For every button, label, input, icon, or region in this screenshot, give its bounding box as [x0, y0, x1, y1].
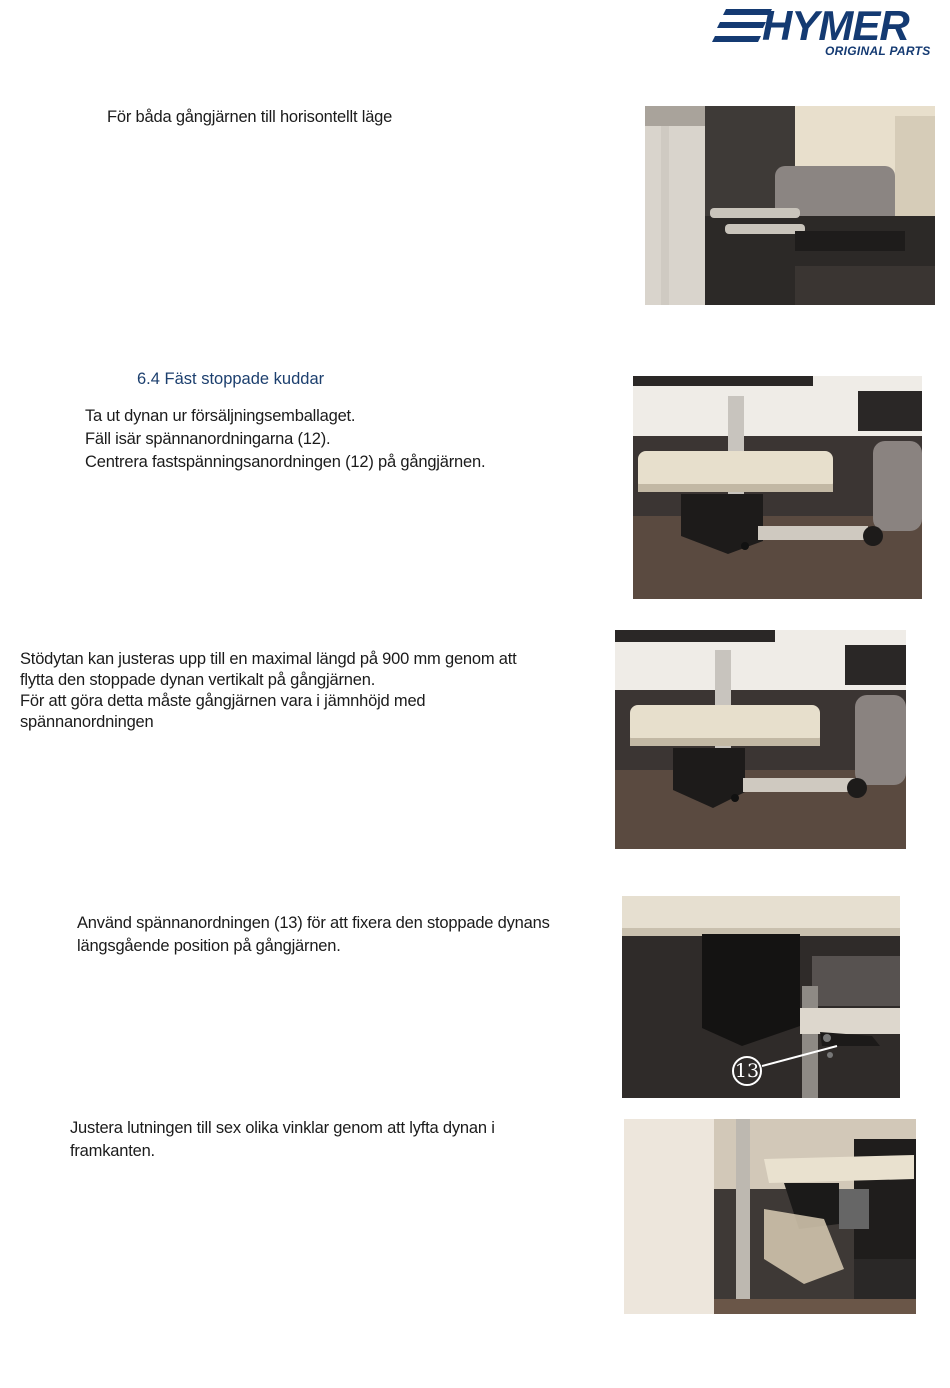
photo-clamp-detail: [622, 896, 900, 1098]
logo-subtitle: ORIGINAL PARTS: [825, 44, 931, 58]
section1-text: För båda gångjärnen till horisontellt läge: [107, 108, 393, 126]
section3-line-2: flytta den stoppade dynan vertikalt på gångjärnen.: [20, 671, 376, 689]
section-heading: 6.4 Fäst stoppade kuddar: [137, 370, 325, 388]
section2-line-1: Ta ut dynan ur försäljningsemballaget.: [85, 407, 356, 425]
section5-line-1: Justera lutningen till sex olika vinklar genom att lyfta dynan i: [70, 1119, 495, 1137]
section4-line-2: längsgående position på gångjärnen.: [77, 937, 341, 955]
section2-line-2: Fäll isär spännanordningarna (12).: [85, 430, 331, 448]
section3-line-3: För att göra detta måste gångjärnen vara i jämnhöjd med: [20, 692, 426, 710]
photo-cushion-mounted: [633, 376, 922, 599]
callout-13: 13: [732, 1056, 762, 1086]
photo-cushion-angle: [624, 1119, 916, 1314]
section3-line-1: Stödytan kan justeras upp till en maximal längd på 900 mm genom att: [20, 650, 517, 668]
hymer-logo: [712, 2, 942, 62]
section2-line-3: Centrera fastspänningsanordningen (12) på gångjärnen.: [85, 453, 486, 471]
section4-line-1: Använd spännanordningen (13) för att fixera den stoppade dynans: [77, 914, 550, 932]
section5-line-2: framkanten.: [70, 1142, 155, 1160]
photo-cushion-adjust-length: [615, 630, 906, 849]
photo-hinges-horizontal: [645, 106, 935, 305]
logo-brand: HYMER: [762, 2, 909, 49]
section3-line-4: spännanordningen: [20, 713, 154, 731]
